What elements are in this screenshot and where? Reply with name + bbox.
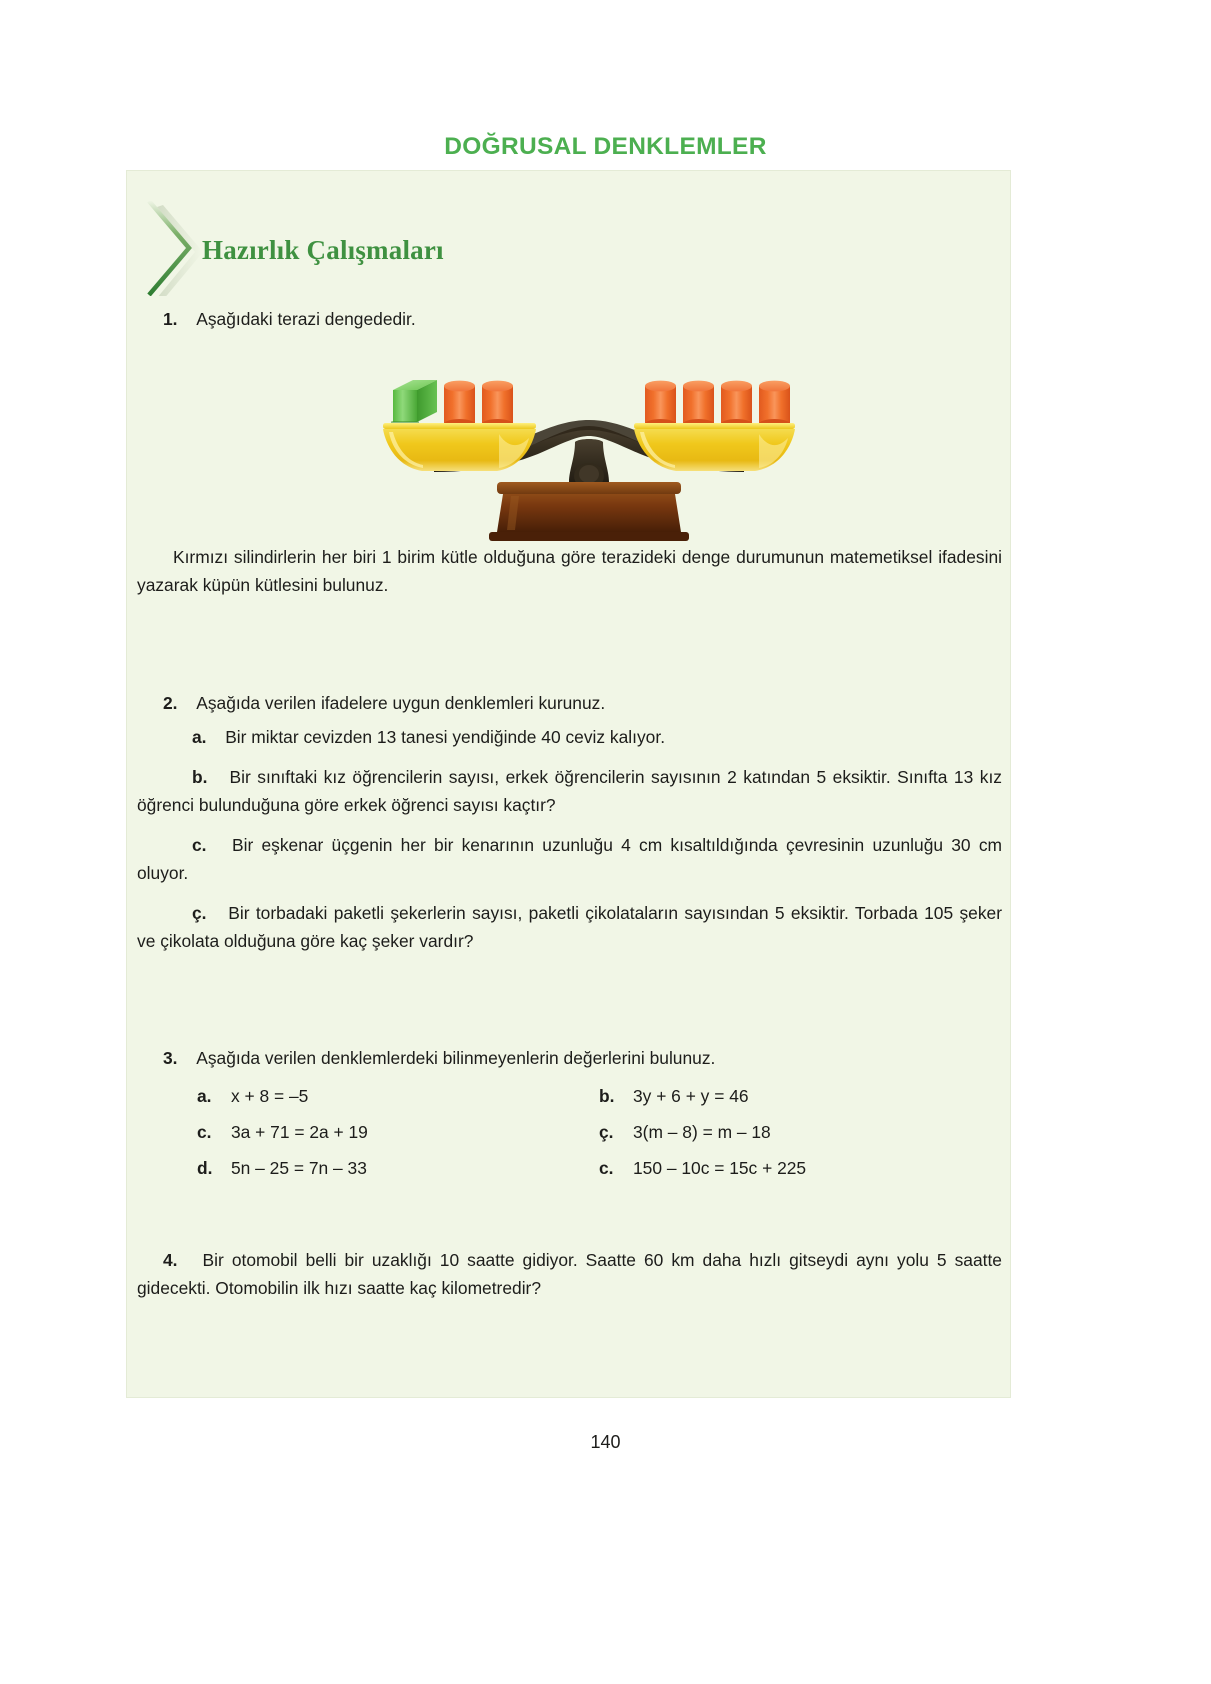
equation-a xyxy=(163,1086,573,1107)
page-number: 140 xyxy=(590,1432,621,1452)
balance-scale-svg xyxy=(379,346,799,541)
equation-c2 xyxy=(573,1158,983,1179)
scale-base xyxy=(489,482,689,541)
page-title: DOĞRUSAL DENKLEMLER xyxy=(444,133,767,160)
item-text-c-cedilla: Bir torbadaki paketli şekerlerin sayısı, paketli çikolataların sayısından 5 eksiktir. Torbada 105 şeker ve çikolata olduğuna göre kaç şeker vardır? xyxy=(137,903,1002,952)
question-1-text: Aşağıdaki terazi dengededir. xyxy=(196,309,416,329)
question-2-text: Aşağıda verilen ifadelere uygun denklemleri kurunuz. xyxy=(196,693,606,713)
left-pan xyxy=(383,423,536,471)
question-1 xyxy=(163,305,863,333)
item-label-b: b. xyxy=(192,767,208,787)
equation-text-c: 3a + 71 = 2a + 19 xyxy=(231,1122,368,1142)
question-2-item-c-cedilla xyxy=(137,899,1002,955)
left-cylinders xyxy=(444,381,513,429)
equation-text-c-cedilla: 3(m – 8) = m – 18 xyxy=(633,1122,771,1142)
equation-row xyxy=(163,1086,983,1107)
equation-text-b: 3y + 6 + y = 46 xyxy=(633,1086,749,1106)
equation-grid xyxy=(163,1086,983,1194)
question-3-number: 3. xyxy=(163,1048,178,1068)
content-panel xyxy=(126,170,1011,1398)
equation-label-c-cedilla: ç. xyxy=(599,1122,614,1142)
question-2-item-b xyxy=(137,763,1002,819)
question-2-number: 2. xyxy=(163,693,178,713)
question-3 xyxy=(163,1044,923,1072)
equation-b xyxy=(573,1086,983,1107)
question-1-followup: Kırmızı silindirlerin her biri 1 birim kütle olduğuna göre terazideki denge durumunun matemetiksel ifadesini yazarak küpün kütlesini bulunuz. xyxy=(137,547,1002,596)
question-4-text: Bir otomobil belli bir uzaklığı 10 saatte gidiyor. Saatte 60 km daha hızlı gitseydi aynı yolu 5 saatte gidecekti. Otomobilin ilk hızı saatte kaç kilometredir? xyxy=(137,1250,1002,1299)
question-3-text: Aşağıda verilen denklemlerdeki bilinmeyenlerin değerlerini bulunuz. xyxy=(196,1048,716,1068)
question-2-item-c xyxy=(137,831,1002,887)
question-4 xyxy=(137,1246,1002,1302)
right-cylinders xyxy=(645,381,790,429)
item-label-c: c. xyxy=(192,835,207,855)
right-pan xyxy=(634,423,795,471)
item-text-b: Bir sınıftaki kız öğrencilerin sayısı, erkek öğrencilerin sayısının 2 katından 5 eksiktir. Sınıfta 13 kız öğrenci bulunduğuna göre erkek öğrenci sayısı kaçtır? xyxy=(137,767,1002,816)
green-cube xyxy=(391,380,437,424)
section-title: Hazırlık Çalışmaları xyxy=(202,235,444,265)
equation-c-cedilla xyxy=(573,1122,983,1143)
equation-label-c: c. xyxy=(197,1122,212,1142)
item-label-a: a. xyxy=(192,727,207,747)
equation-row xyxy=(163,1158,983,1179)
item-text-a: Bir miktar cevizden 13 tanesi yendiğinde 40 ceviz kalıyor. xyxy=(225,727,666,747)
equation-text-c2: 150 – 10c = 15c + 225 xyxy=(633,1158,807,1178)
equation-d xyxy=(163,1158,573,1179)
equation-label-d: d. xyxy=(197,1158,213,1178)
item-text-c: Bir eşkenar üçgenin her bir kenarının uzunluğu 4 cm kısaltıldığında çevresinin uzunluğu 30 cm oluyor. xyxy=(137,835,1003,884)
equation-label-a: a. xyxy=(197,1086,212,1106)
question-1-number: 1. xyxy=(163,309,178,329)
equation-row xyxy=(163,1122,983,1143)
balance-scale-figure xyxy=(379,346,799,541)
equation-label-c2: c. xyxy=(599,1158,614,1178)
equation-text-d: 5n – 25 = 7n – 33 xyxy=(231,1158,367,1178)
question-4-number: 4. xyxy=(163,1250,178,1270)
equation-text-a: x + 8 = –5 xyxy=(231,1086,309,1106)
equation-c xyxy=(163,1122,573,1143)
item-label-c-cedilla: ç. xyxy=(192,903,207,923)
equation-label-b: b. xyxy=(599,1086,615,1106)
question-2 xyxy=(163,689,903,717)
section-header xyxy=(127,199,1010,294)
question-2-item-a xyxy=(137,723,1002,751)
